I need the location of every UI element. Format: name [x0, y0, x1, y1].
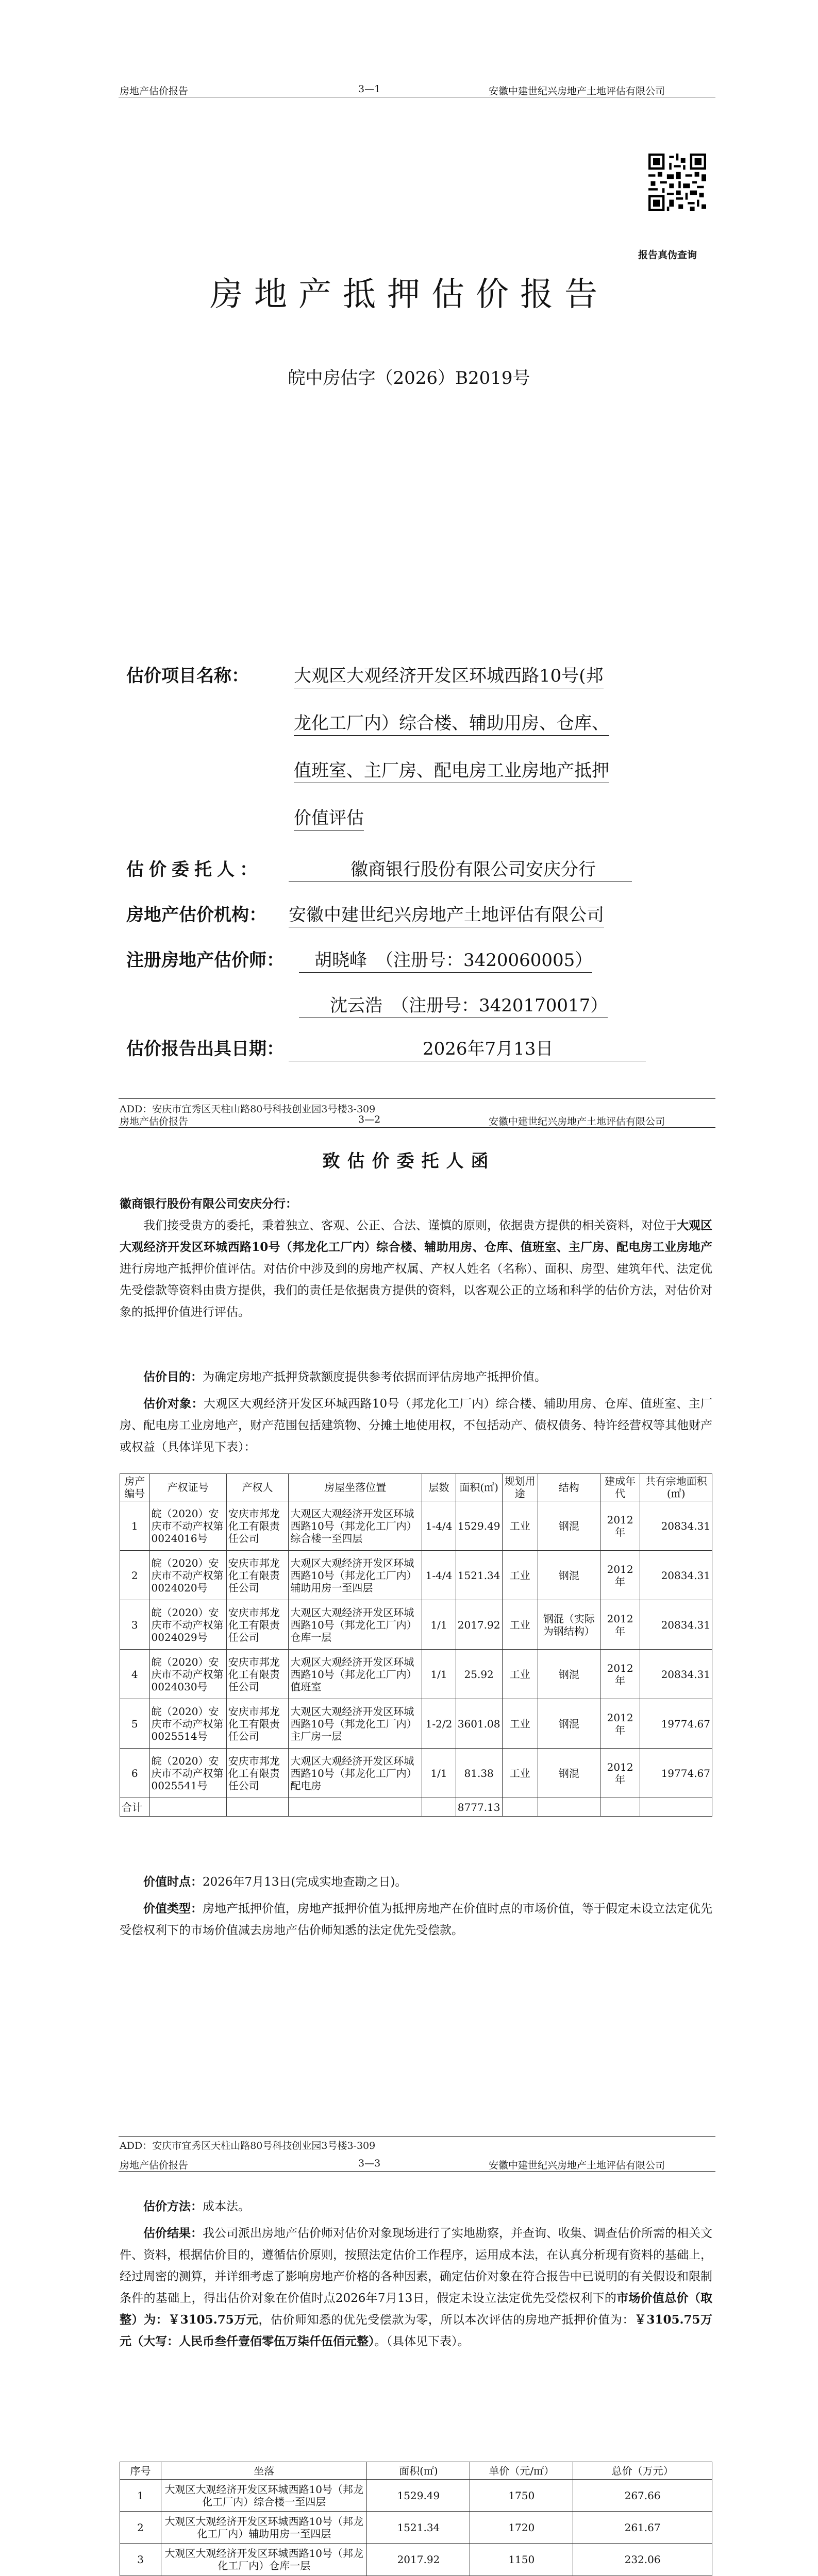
table-cell: 2 [120, 1551, 150, 1600]
table-cell: 267.66 [573, 2480, 712, 2512]
table-row [120, 1501, 712, 1551]
header-page-number: 3—2 [358, 1114, 381, 1125]
table-cell: 安庆市邦龙化工有限责任公司 [226, 1600, 289, 1650]
table-cell: 1 [120, 1501, 150, 1551]
table-cell: 232.06 [573, 2544, 712, 2575]
table-cell: 1/1 [422, 1650, 456, 1699]
table-cell: 1720 [470, 2512, 573, 2544]
header-left: 房地产估价报告 [120, 86, 189, 97]
table-cell: 1-4/4 [422, 1501, 456, 1551]
table-header-cell: 总价（万元） [573, 2462, 712, 2480]
letter-value-date [120, 1871, 712, 1893]
method [120, 2196, 712, 2217]
table-header-cell: 单价（元/㎡） [470, 2462, 573, 2480]
table-cell: 工业 [502, 1699, 538, 1749]
appraiser-1: 胡晓峰 （注册号：3420060005） [299, 946, 592, 973]
table-row [120, 1699, 712, 1749]
table-cell: 1 [120, 2480, 161, 2512]
value-date-text: 2026年7月13日(完成实地查勘之日)。 [203, 1875, 407, 1889]
project-line-4: 价值评估 [294, 804, 364, 831]
table-cell: 大观区大观经济开发区环城西路10号（邦龙化工厂内）主厂房一层 [289, 1699, 422, 1749]
header-page-number: 3—1 [358, 83, 381, 95]
table-row [120, 1650, 712, 1699]
table-cell: 皖（2020）安庆市不动产权第0024030号 [149, 1650, 226, 1699]
table-header-cell: 房产编号 [120, 1474, 150, 1501]
project-line-2: 龙化工厂内）综合楼、辅助用房、仓库、 [294, 709, 609, 736]
table-cell: 钢混 [538, 1551, 600, 1600]
method-text: 成本法。 [203, 2200, 250, 2213]
table-header-cell: 规划用途 [502, 1474, 538, 1501]
valuation-table [120, 2462, 712, 2576]
header-company: 安徽中建世纪兴房地产土地评估有限公司 [489, 1116, 665, 1127]
table-header-cell: 层数 [422, 1474, 456, 1501]
table-cell: 皖（2020）安庆市不动产权第0025514号 [149, 1699, 226, 1749]
table-cell: 安庆市邦龙化工有限责任公司 [226, 1501, 289, 1551]
letter-title: 致估价委托人函 [322, 1151, 496, 1172]
project-line-1: 大观区大观经济开发区环城西路10号(邦 [294, 662, 604, 688]
project-label: 估价项目名称： [126, 666, 249, 686]
result-text: 我公司派出房地产估价师对估价对象现场进行了实地勘察，并查询、收集、调查估价所需的相关文件、资料，根据估价目的，遵循估价原则，按照法定估价工作程序，运用成本法，在认真分析现有资料的基础上，经过周密的测算，并详细考虑了影响房地产价格的各种因素，确定估价对象在符合报告中已说明的有关假设和限制条件的基础上，得出估价对象在价值时点2026年7月13日，假定未设立法定优先受偿权利下的 [120, 2227, 712, 2305]
table-header-cell: 面积(㎡) [456, 1474, 502, 1501]
table-cell: 安庆市邦龙化工有限责任公司 [226, 1551, 289, 1600]
appraiser-label: 注册房地产估价师： [126, 950, 284, 971]
org-label: 房地产估价机构： [126, 905, 266, 925]
date-value: 2026年7月13日 [289, 1035, 646, 1061]
table-cell: 2012年 [600, 1501, 640, 1551]
table-cell: 大观区大观经济开发区环城西路10号（邦龙化工厂内）综合楼一至四层 [289, 1501, 422, 1551]
table-cell: 20834.31 [640, 1650, 712, 1699]
table-row [120, 2544, 712, 2575]
intro-property: 大观区大观经济开发区环城西路10号（邦龙化工厂内）综合楼、辅助用房、仓库、值班室、主厂房、配电房工业房地产 [120, 1218, 712, 1254]
table-cell: 安庆市邦龙化工有限责任公司 [226, 1749, 289, 1798]
table-cell: 1/1 [422, 1749, 456, 1798]
table-cell: 20834.31 [640, 1501, 712, 1551]
table-cell: 钢混 [538, 1699, 600, 1749]
table-header-cell: 结构 [538, 1474, 600, 1501]
table-cell: 2012年 [600, 1551, 640, 1600]
result [120, 2223, 712, 2352]
table-cell: 2017.92 [456, 1600, 502, 1650]
qr-code-icon[interactable] [648, 154, 706, 211]
table-cell: 皖（2020）安庆市不动产权第0024029号 [149, 1600, 226, 1650]
client-label: 估价委托人： [126, 859, 262, 880]
table-cell: 皖（2020）安庆市不动产权第0025541号 [149, 1749, 226, 1798]
table-cell: 钢混（实际为钢结构） [538, 1600, 600, 1650]
table-header-cell: 房屋坐落位置 [289, 1474, 422, 1501]
table-cell: 工业 [502, 1600, 538, 1650]
object-label: 估价对象： [143, 1397, 204, 1411]
total-label: 合计 [120, 1798, 150, 1817]
table-row [120, 2512, 712, 2544]
table-cell: 1521.34 [367, 2512, 470, 2544]
page-header [0, 2153, 818, 2173]
table-row [120, 1600, 712, 1650]
property-table-total [120, 1798, 712, 1817]
table-header-cell: 坐落 [161, 2462, 367, 2480]
report-title: 房地产抵押估价报告 [210, 276, 609, 314]
table-cell: 2012年 [600, 1650, 640, 1699]
table-cell: 大观区大观经济开发区环城西路10号（邦龙化工厂内）配电房 [289, 1749, 422, 1798]
method-label: 估价方法： [143, 2199, 203, 2213]
table-cell: 工业 [502, 1650, 538, 1699]
table-cell: 大观区大观经济开发区环城西路10号（邦龙化工厂内）仓库一层 [289, 1600, 422, 1650]
page-header [0, 1109, 818, 1129]
org-value: 安徽中建世纪兴房地产土地评估有限公司 [289, 901, 604, 927]
purpose-label: 估价目的： [143, 1370, 203, 1384]
table-cell: 1529.49 [367, 2480, 470, 2512]
property-table-header [120, 1474, 712, 1501]
table-cell: 1521.34 [456, 1551, 502, 1600]
value-date-label: 价值时点： [143, 1875, 203, 1889]
table-header-cell: 面积(㎡) [367, 2462, 470, 2480]
footer-address: ADD：安庆市宜秀区天柱山路80号科技创业园3号楼3-309 [120, 1104, 376, 1115]
value-type-label: 价值类型： [143, 1902, 203, 1916]
table-cell: 皖（2020）安庆市不动产权第0024016号 [149, 1501, 226, 1551]
valuation-table-header [120, 2462, 712, 2480]
table-cell: 安庆市邦龙化工有限责任公司 [226, 1699, 289, 1749]
table-cell: 大观区大观经济开发区环城西路10号（邦龙化工厂内）辅助用房一至四层 [289, 1551, 422, 1600]
header-rule [119, 1127, 715, 1128]
date-label: 估价报告出具日期： [126, 1039, 284, 1059]
header-company: 安徽中建世纪兴房地产土地评估有限公司 [489, 2160, 665, 2171]
table-cell: 3 [120, 2544, 161, 2575]
letter-intro [120, 1215, 712, 1323]
result-text-2: ，估价师知悉的优先受偿款为零，所以本次评估的房地产抵押价值为： [258, 2313, 635, 2327]
table-cell: 6 [120, 1749, 150, 1798]
header-company: 安徽中建世纪兴房地产土地评估有限公司 [489, 86, 665, 97]
table-header-cell: 产权证号 [149, 1474, 226, 1501]
table-cell: 皖（2020）安庆市不动产权第0024020号 [149, 1551, 226, 1600]
footer-rule [119, 2136, 715, 2137]
intro-text-2: 进行房地产抵押价值评估。对估价中涉及到的房地产权属、产权人姓名（名称）、面积、房型、建筑年代、法定优先受偿款等资料由贵方提供，我们的责任是依据贵方提供的资料，以客观公正的立场和科学的估价方法，对估价对象的抵押价值进行评估。 [120, 1262, 712, 1319]
letter-value-type [120, 1898, 712, 1941]
table-cell: 4 [120, 1650, 150, 1699]
footer-rule [119, 1098, 715, 1099]
table-cell: 2012年 [600, 1749, 640, 1798]
table-cell: 大观区大观经济开发区环城西路10号（邦龙化工厂内）综合楼一至四层 [161, 2480, 367, 2512]
table-cell: 安庆市邦龙化工有限责任公司 [226, 1650, 289, 1699]
table-cell: 大观区大观经济开发区环城西路10号（邦龙化工厂内）值班室 [289, 1650, 422, 1699]
object-text: 大观区大观经济开发区环城西路10号（邦龙化工厂内）综合楼、辅助用房、仓库、值班室、主厂房、配电房工业房地产，财产范围包括建筑物、分摊土地使用权，不包括动产、债权债务、特许经营权等其他财产或权益（具体详见下表）： [120, 1397, 712, 1454]
total-area: 8777.13 [456, 1798, 502, 1817]
header-page-number: 3—3 [358, 2158, 381, 2169]
table-cell: 1-2/2 [422, 1699, 456, 1749]
table-cell: 1529.49 [456, 1501, 502, 1551]
table-cell: 大观区大观经济开发区环城西路10号（邦龙化工厂内）仓库一层 [161, 2544, 367, 2575]
result-text-3: 。（具体见下表）。 [374, 2335, 470, 2348]
table-row [120, 1551, 712, 1600]
mortgage-value: ￥3105.75万元（大写：人民币叁仟壹佰零伍万柒仟伍佰元整） [120, 2313, 713, 2348]
project-line-3: 值班室、主厂房、配电房工业房地产抵押 [294, 756, 609, 783]
table-cell: 大观区大观经济开发区环城西路10号（邦龙化工厂内）辅助用房一至四层 [161, 2512, 367, 2544]
letter-object [120, 1393, 712, 1458]
table-cell: 钢混 [538, 1749, 600, 1798]
header-rule [119, 2171, 715, 2172]
table-cell: 20834.31 [640, 1600, 712, 1650]
table-cell: 1150 [470, 2544, 573, 2575]
table-cell: 钢混 [538, 1501, 600, 1551]
table-cell: 2012年 [600, 1600, 640, 1650]
table-header-cell: 共有宗地面积(㎡) [640, 1474, 712, 1501]
table-cell: 工业 [502, 1551, 538, 1600]
table-cell: 81.38 [456, 1749, 502, 1798]
property-table [120, 1473, 712, 1817]
letter-addressee: 徽商银行股份有限公司安庆分行： [120, 1197, 297, 1211]
table-cell: 19774.67 [640, 1749, 712, 1798]
letter-purpose [120, 1366, 712, 1388]
table-cell: 5 [120, 1699, 150, 1749]
header-left: 房地产估价报告 [120, 2160, 189, 2171]
table-row [120, 2480, 712, 2512]
table-cell: 1-4/4 [422, 1551, 456, 1600]
table-cell: 3 [120, 1600, 150, 1650]
table-cell: 钢混 [538, 1650, 600, 1699]
table-header-cell: 序号 [120, 2462, 161, 2480]
table-row [120, 1749, 712, 1798]
market-value: 市场价值总价（取整）为：￥3105.75万元 [120, 2291, 712, 2327]
table-cell: 2012年 [600, 1699, 640, 1749]
table-cell: 工业 [502, 1749, 538, 1798]
report-ref-number: 皖中房估字（2026）B2019号 [288, 368, 530, 388]
value-type-text: 房地产抵押价值，房地产抵押价值为抵押房地产在价值时点的市场价值，等于假定未设立法定优先受偿权利下的市场价值减去房地产估价师知悉的法定优先受偿款。 [120, 1902, 712, 1937]
table-header-cell: 建成年代 [600, 1474, 640, 1501]
appraiser-2: 沈云浩 （注册号：3420170017） [299, 991, 608, 1018]
table-header-cell: 产权人 [226, 1474, 289, 1501]
table-cell: 3601.08 [456, 1699, 502, 1749]
table-cell: 1750 [470, 2480, 573, 2512]
intro-text: 我们接受贵方的委托，秉着独立、客观、公正、合法、谨慎的原则，依据贵方提供的相关资料，对位于 [143, 1219, 677, 1232]
qr-caption: 报告真伪查询 [638, 249, 697, 261]
header-left: 房地产估价报告 [120, 1116, 189, 1127]
result-label: 估价结果： [143, 2226, 203, 2240]
table-cell: 261.67 [573, 2512, 712, 2544]
table-cell: 20834.31 [640, 1551, 712, 1600]
purpose-text: 为确定房地产抵押贷款额度提供参考依据而评估房地产抵押价值。 [203, 1370, 546, 1384]
footer-address: ADD：安庆市宜秀区天柱山路80号科技创业园3号楼3-309 [120, 2140, 376, 2151]
table-cell: 1/1 [422, 1600, 456, 1650]
client-value: 徽商银行股份有限公司安庆分行 [289, 855, 632, 882]
page-header [0, 78, 818, 99]
table-cell: 2017.92 [367, 2544, 470, 2575]
table-cell: 工业 [502, 1501, 538, 1551]
table-cell: 19774.67 [640, 1699, 712, 1749]
table-cell: 25.92 [456, 1650, 502, 1699]
table-cell: 2 [120, 2512, 161, 2544]
